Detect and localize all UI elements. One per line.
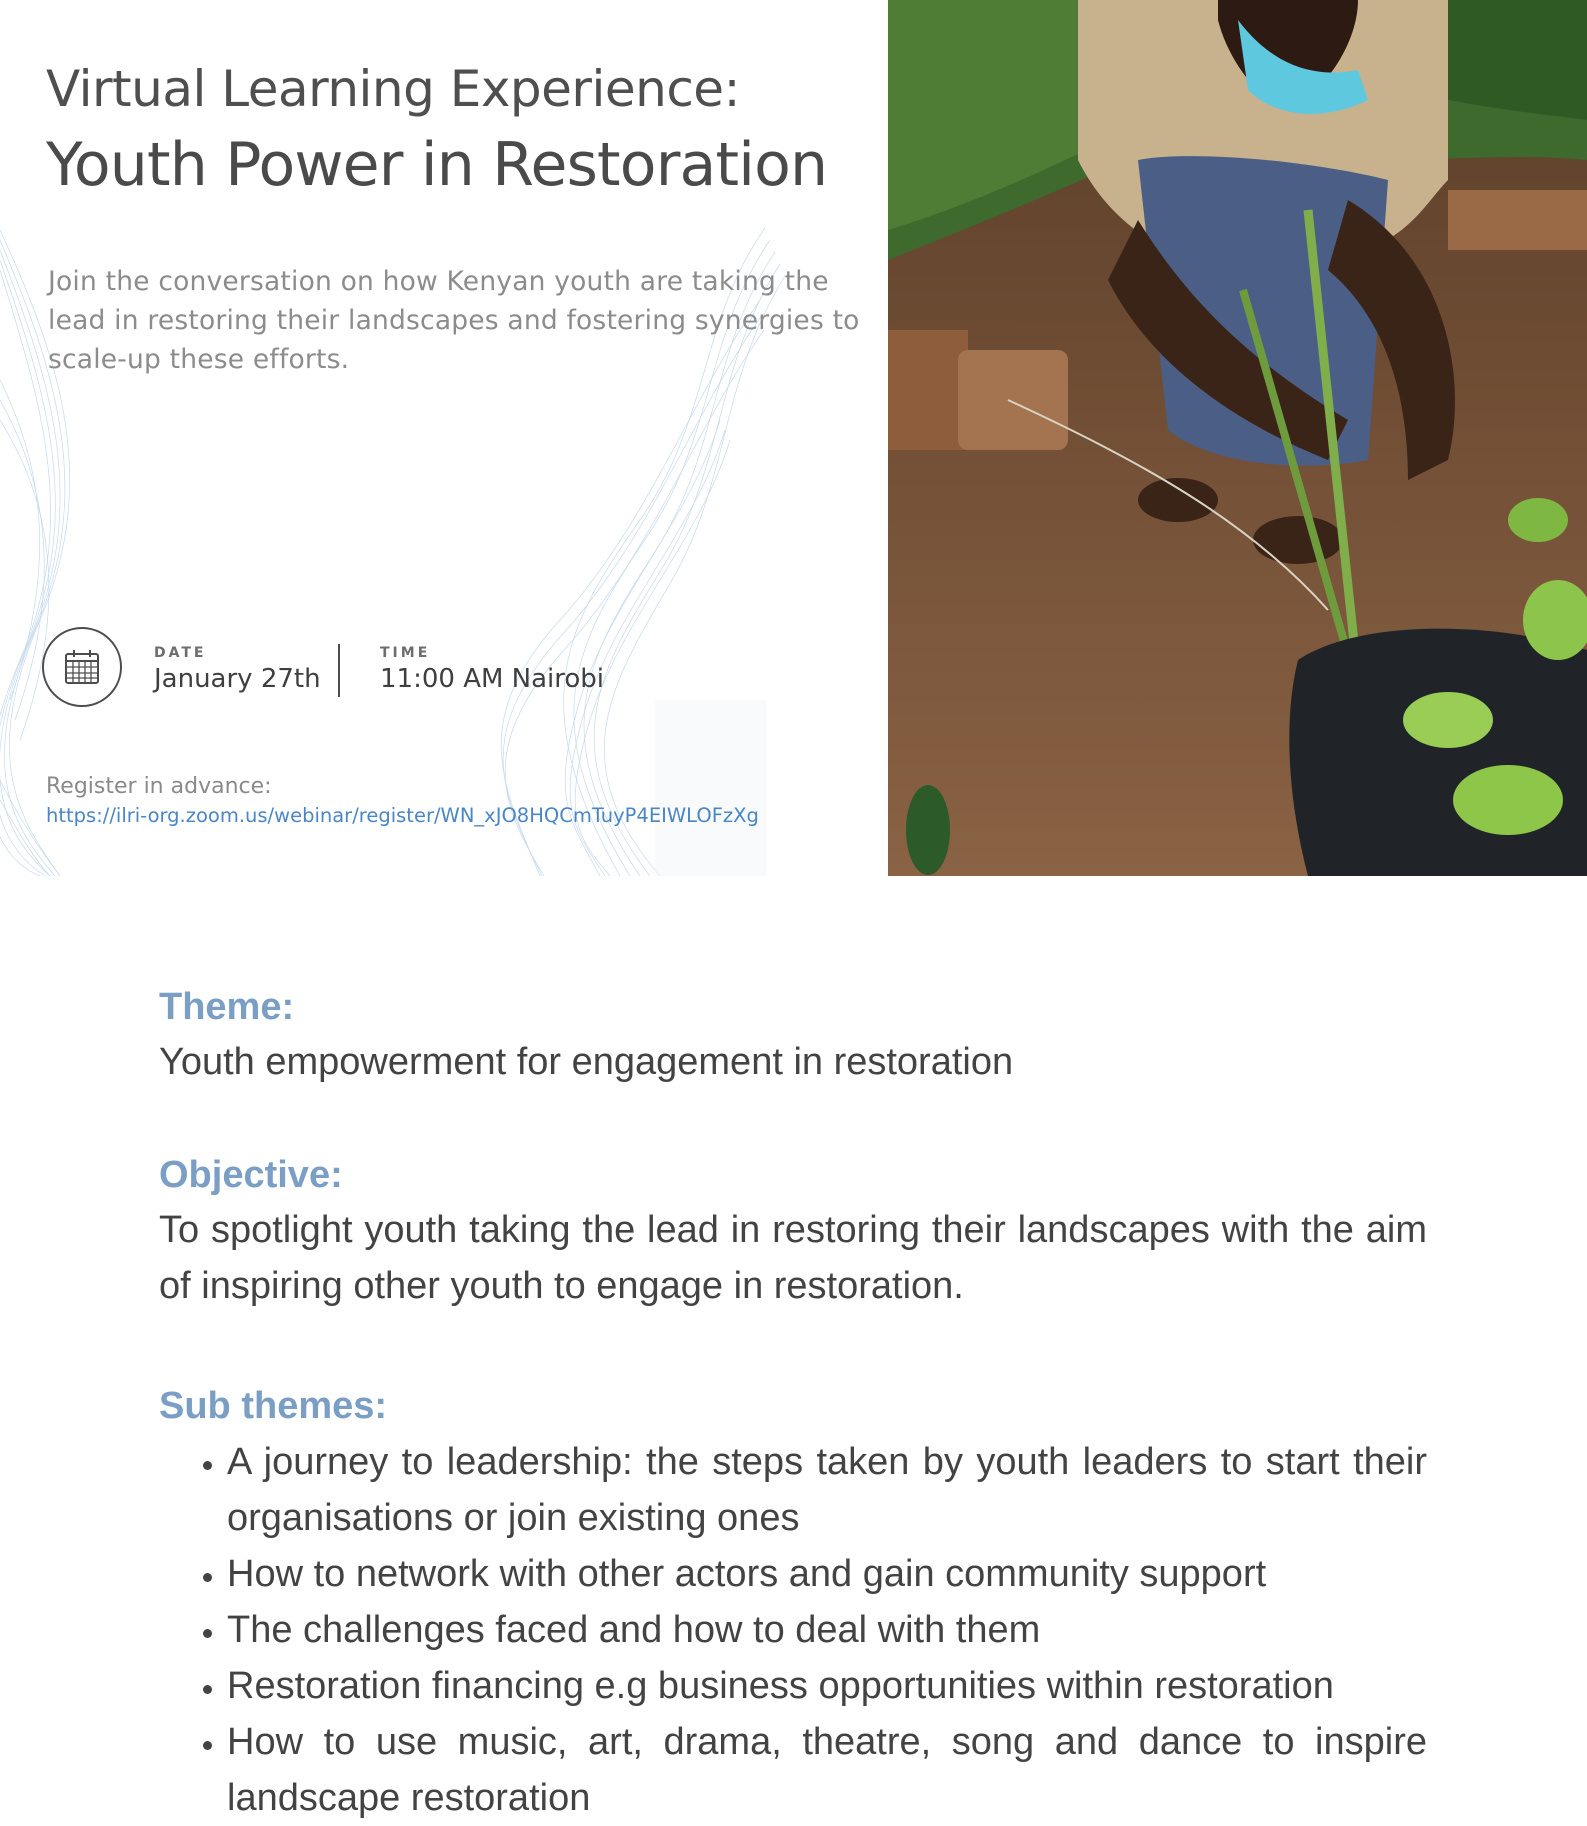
list-item: • Restoration financing e.g business opportunities within restoration — [227, 1658, 1427, 1714]
objective-heading: Objective: — [159, 1154, 343, 1196]
subthemes-list — [159, 1434, 1427, 1826]
event-banner — [0, 0, 1587, 876]
time-label: TIME — [380, 645, 431, 661]
banner-intro-text: Join the conversation on how Kenyan youth are taking the lead in restoring their landscapes and fostering synergies to scale-up these efforts. — [48, 266, 860, 375]
banner-photo — [888, 0, 1587, 876]
register-label: Register in advance: — [46, 774, 272, 799]
list-item: • A journey to leadership: the steps taken by youth leaders to start their organisations or join existing ones — [227, 1434, 1427, 1546]
calendar-icon — [42, 627, 122, 707]
banner-title-line2: Youth Power in Restoration — [46, 130, 828, 200]
list-item: • How to use music, art, drama, theatre, song and dance to inspire landscape restoration — [227, 1714, 1427, 1826]
register-link[interactable]: https://ilri-org.zoom.us/webinar/register/WN_xJO8HQCmTuyP4EIWLOFzXg — [46, 804, 759, 827]
subthemes-heading: Sub themes: — [159, 1385, 388, 1427]
objective-text: To spotlight youth taking the lead in restoring their landscapes with the aim of inspiring other youth to engage in restoration. — [159, 1209, 1427, 1307]
theme-text: Youth empowerment for engagement in restoration — [159, 1041, 1014, 1083]
time-value: 11:00 AM Nairobi — [380, 664, 605, 694]
theme-heading: Theme: — [159, 986, 295, 1028]
list-item: • How to network with other actors and gain community support — [227, 1546, 1427, 1602]
date-value: January 27th — [154, 664, 321, 694]
photo-woman-planting-seedling — [888, 0, 1587, 876]
meta-divider — [338, 644, 340, 697]
date-label: DATE — [154, 645, 207, 661]
list-item: • The challenges faced and how to deal with them — [227, 1602, 1427, 1658]
banner-title-line1: Virtual Learning Experience: — [46, 60, 740, 118]
